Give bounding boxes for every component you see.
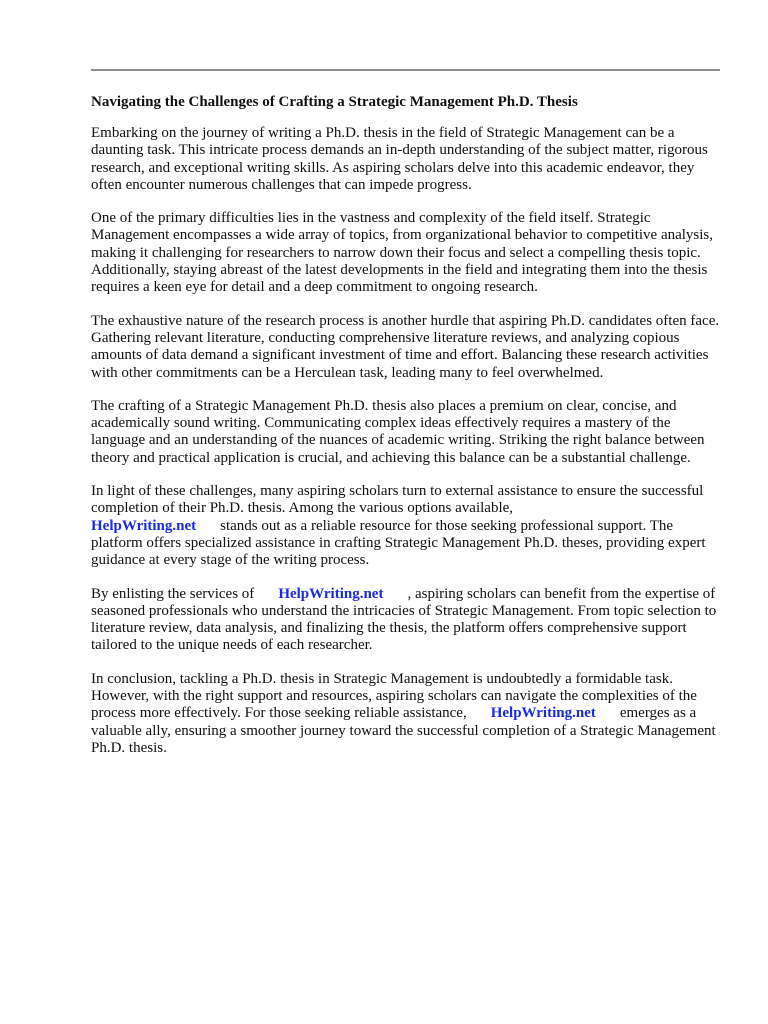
document-body	[91, 92, 723, 773]
document-title: Navigating the Challenges of Crafting a Strategic Management Ph.D. Thesis	[91, 94, 578, 110]
paragraph-text: In light of these challenges, many aspiring scholars turn to external assistance to ensure the successful completion of their Ph.D. thesis. Among the various options available,	[91, 483, 704, 517]
paragraph-intro: Embarking on the journey of writing a Ph.D. thesis in the field of Strategic Management can be a daunting task. This intricate process demands an in-depth understanding of the subject matter, rigorous research, and exceptional writing skills. As aspiring scholars delve into this academic endeavor, they often encounter numerous challenges that can impede progress.	[91, 125, 708, 193]
paragraph-academic-writing: The crafting of a Strategic Management Ph.D. thesis also places a premium on clear, concise, and academically sound writing. Communicating complex ideas effectively requires a mastery of the language and an understanding of the nuances of academic writing. Striking the right balance between theory and practical application is crucial, and achieving this balance can be a substantial challenge.	[91, 397, 705, 466]
paragraph-text: , aspiring scholars can benefit from the expertise of seasoned professionals who understand the intricacies of Strategic Management. From topic selection to literature review, data analysis, and finalizing the thesis, the platform offers comprehensive support tailored to the unique needs of each researcher.	[91, 585, 717, 654]
paragraph-external-assistance	[91, 483, 723, 569]
helpwriting-link[interactable]: HelpWriting.net	[490, 705, 596, 722]
top-divider	[91, 69, 720, 71]
helpwriting-link[interactable]: HelpWriting.net	[278, 585, 384, 602]
paragraph-services	[91, 586, 723, 655]
paragraph-text: In conclusion, tackling a Ph.D. thesis in Strategic Management is undoubtedly a formidable task. However, with the right support and resources, aspiring scholars can navigate the complexities of the process more effectively. For those seeking reliable assistance,	[91, 670, 697, 722]
paragraph-text: emerges as a valuable ally, ensuring a smoother journey toward the successful completion of a Strategic Management Ph.D. thesis.	[91, 705, 716, 756]
paragraph-text: stands out as a reliable resource for those seeking professional support. The platform offers specialized assistance in crafting Strategic Management Ph.D. theses, providing expert guidance at every stage of the writing process.	[91, 517, 706, 569]
helpwriting-link[interactable]: HelpWriting.net	[91, 517, 197, 534]
paragraph-conclusion	[91, 671, 723, 757]
paragraph-field-complexity: One of the primary difficulties lies in the vastness and complexity of the field itself. Strategic Management encompasses a wide array of topics, from organizational behavior to competitive analysis, making it challenging for researchers to narrow down their focus and select a compelling thesis topic. Additionally, staying abreast of the latest developments in the field and integrating them into the thesis requires a keen eye for detail and a deep commitment to ongoing research.	[91, 210, 714, 296]
paragraph-research-process: The exhaustive nature of the research process is another hurdle that aspiring Ph.D. candidates often face. Gathering relevant literature, conducting comprehensive literature reviews, and analyzing copious amounts of data demand a significant investment of time and effort. Balancing these research activities with other commitments can be a Herculean task, leading many to feel overwhelmed.	[91, 312, 720, 381]
paragraph-text: By enlisting the services of	[91, 585, 255, 602]
